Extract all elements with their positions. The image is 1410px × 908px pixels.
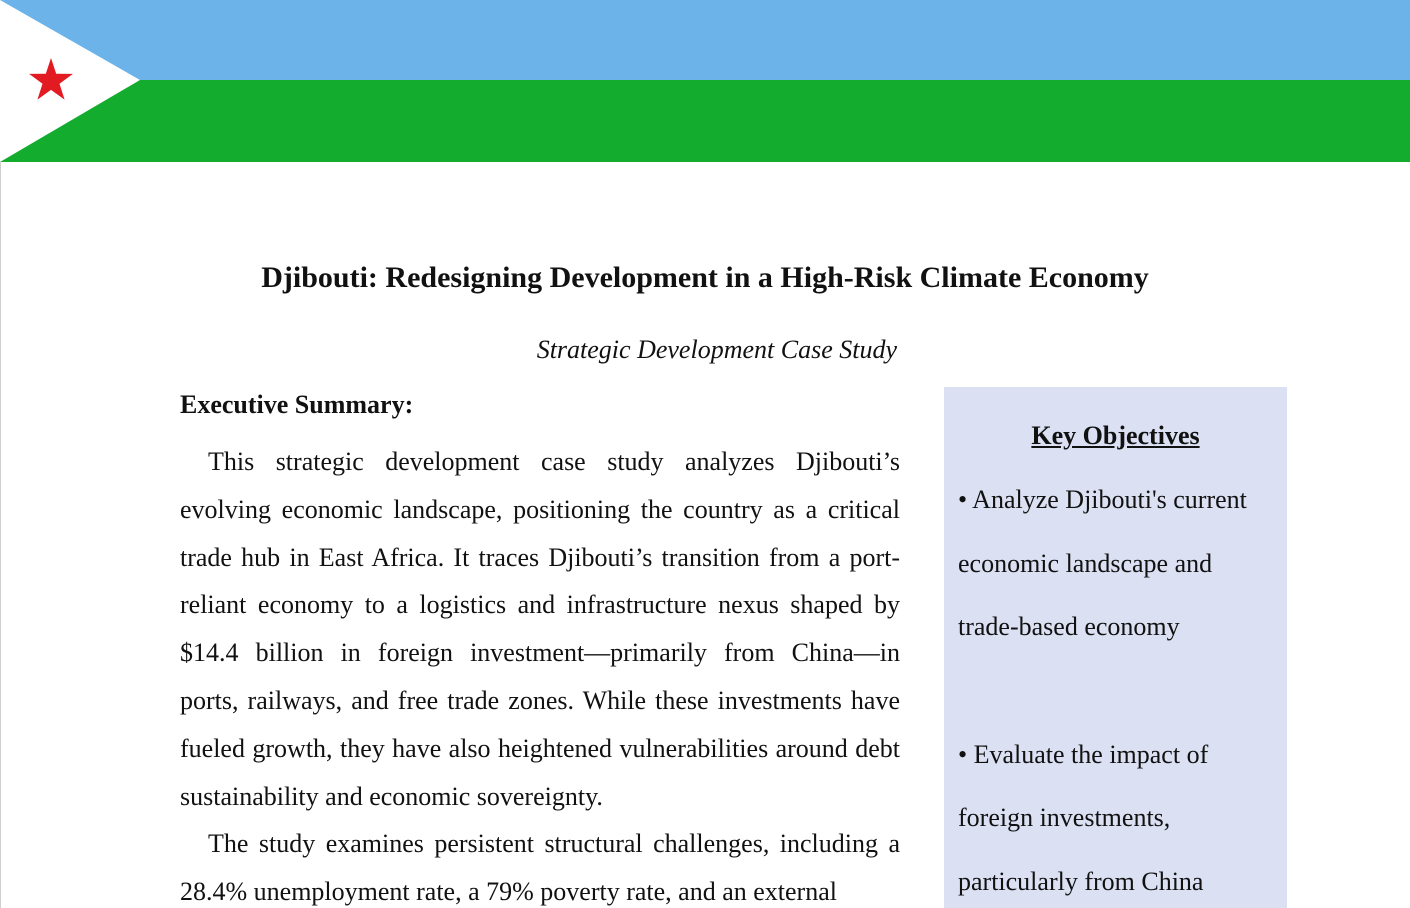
flag-top-band xyxy=(0,0,1410,80)
executive-summary-heading: Executive Summary: xyxy=(180,390,414,419)
objective-item: • Evaluate the impact of foreign investments, particularly from China xyxy=(958,739,1209,896)
flag-bottom-band xyxy=(0,80,1410,162)
executive-summary-section xyxy=(180,386,900,908)
document-subtitle: Strategic Development Case Study xyxy=(536,335,897,364)
key-objectives-title: Key Objectives xyxy=(1031,421,1200,450)
summary-paragraph-2: The study examines persistent structural challenges, including a 28.4% unemployment rate, a 79% poverty rate, and an external xyxy=(180,829,900,907)
key-objectives-sidebar xyxy=(944,387,1287,908)
summary-paragraph-1: This strategic development case study analyzes Djibouti’s evolving economic landscape, positioning the country as a critical trade hub in East Africa. It traces Djibouti’s transition from a port-reliant economy to a logistics and infrastructure nexus shaped by $14.4 billion in foreign investment—primarily from China—in ports, railways, and free trade zones. While these investments have fueled growth, they have also heightened vulnerabilities around debt sustainability and economic sovereignty. xyxy=(180,447,900,811)
djibouti-flag-banner xyxy=(0,0,1410,162)
document-title: Djibouti: Redesigning Development in a High-Risk Climate Economy xyxy=(261,261,1149,294)
objective-item: • Analyze Djibouti's current economic landscape and trade-based economy xyxy=(958,485,1247,641)
